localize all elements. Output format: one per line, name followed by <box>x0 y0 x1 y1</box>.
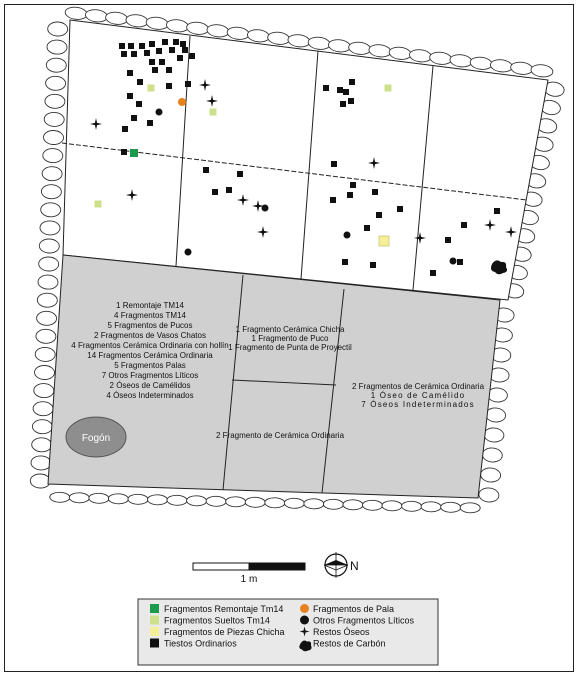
inventory-line: 2 Óseos de Camélidos <box>109 381 191 390</box>
tiesto-ordinario-marker <box>212 189 218 195</box>
inventory-line: 2 Fragmentos de Cerámica Ordinaria <box>351 382 485 391</box>
legend-symbol <box>150 616 159 625</box>
tiesto-ordinario-marker <box>189 53 195 59</box>
inventory-line: 1 Remontaje TM14 <box>116 301 184 310</box>
tiesto-ordinario-marker <box>137 79 143 85</box>
tiesto-ordinario-marker <box>149 41 155 47</box>
tiesto-ordinario-marker <box>364 225 370 231</box>
tiesto-ordinario-marker <box>136 101 142 107</box>
litico-marker <box>344 232 351 239</box>
tiesto-ordinario-marker <box>350 182 356 188</box>
legend-label: Otros Fragmentos Líticos <box>313 615 415 626</box>
tiesto-ordinario-marker <box>156 48 162 54</box>
tiesto-ordinario-marker <box>372 189 378 195</box>
litico-marker <box>185 249 192 256</box>
inventory-line: 1 Fragmento de Puco <box>251 334 329 343</box>
suelto-marker <box>385 85 392 92</box>
inventory-line: 4 Óseos Indeterminados <box>106 391 194 400</box>
suelto-marker <box>148 85 155 92</box>
legend-symbol <box>150 604 159 613</box>
tiesto-ordinario-marker <box>131 115 137 121</box>
inventory-line: 14 Fragmentos Cerámica Ordinaria <box>87 351 213 360</box>
inventory-line: 7 Otros Fragmentos Líticos <box>101 371 199 380</box>
tiesto-ordinario-marker <box>340 101 346 107</box>
inventory-line: 4 Fragmentos Cerámica Ordinaria con hollín <box>71 341 229 350</box>
legend-label: Fragmentos Remontaje Tm14 <box>164 604 284 614</box>
tiesto-ordinario-marker <box>127 93 133 99</box>
legend-symbol <box>150 627 159 636</box>
legend-label: Fragmentos de Pala <box>313 604 395 614</box>
scale-label: 1 m <box>240 574 258 585</box>
litico-marker <box>262 205 269 212</box>
tiesto-ordinario-marker <box>119 43 125 49</box>
tiesto-ordinario-marker <box>347 192 353 198</box>
pala-marker <box>178 98 186 106</box>
tiesto-ordinario-marker <box>397 206 403 212</box>
chicha-marker <box>379 236 389 246</box>
tiesto-ordinario-marker <box>131 51 137 57</box>
tiesto-ordinario-marker <box>127 70 133 76</box>
legend-label: Restos de Carbón <box>313 638 386 649</box>
litico-marker <box>450 258 457 265</box>
north-label: N <box>350 559 359 573</box>
inventory-line: 5 Fragmentos de Pucos <box>107 321 193 330</box>
tiesto-ordinario-marker <box>128 43 134 49</box>
legend-label: Fragmentos Sueltos Tm14 <box>164 615 270 626</box>
inventory-line: 4 Fragmentos TM14 <box>114 311 186 320</box>
legend-label: Fragmentos de Piezas Chicha <box>164 627 285 637</box>
tiesto-ordinario-marker <box>348 98 354 104</box>
tiesto-ordinario-marker <box>457 259 463 265</box>
tiesto-ordinario-marker <box>370 262 376 268</box>
legend-label: Tiestos Ordinarios <box>164 638 237 649</box>
tiesto-ordinario-marker <box>122 126 128 132</box>
tiesto-ordinario-marker <box>139 43 145 49</box>
tiesto-ordinario-marker <box>149 59 155 65</box>
inventory-line: 5 Fragmentos Palas <box>114 361 186 370</box>
tiesto-ordinario-marker <box>177 55 183 61</box>
suelto-marker <box>95 201 102 208</box>
litico-marker <box>156 109 163 116</box>
tiesto-ordinario-marker <box>330 197 336 203</box>
legend-symbol <box>300 616 309 625</box>
tiesto-ordinario-marker <box>166 67 172 73</box>
tiesto-ordinario-marker <box>152 67 158 73</box>
tiesto-ordinario-marker <box>461 222 467 228</box>
inventory-line: 2 Fragmento de Cerámica Ordinaria <box>215 431 345 440</box>
north-arrow <box>324 552 359 578</box>
tiesto-ordinario-marker <box>430 270 436 276</box>
zone-right-inventory <box>352 382 485 409</box>
tiesto-ordinario-marker <box>349 79 355 85</box>
hearth-label: Fogón <box>81 433 111 444</box>
tiesto-ordinario-marker <box>342 259 348 265</box>
tiesto-ordinario-marker <box>121 51 127 57</box>
tiesto-ordinario-marker <box>162 39 168 45</box>
tiesto-ordinario-marker <box>337 87 343 93</box>
tiesto-ordinario-marker <box>237 171 243 177</box>
tiesto-ordinario-marker <box>173 39 179 45</box>
tiesto-ordinario-marker <box>182 47 188 53</box>
zone-mid-bottom-inventory <box>216 431 345 440</box>
tiesto-ordinario-marker <box>331 161 337 167</box>
tiesto-ordinario-marker <box>169 47 175 53</box>
suelto-marker <box>210 109 217 116</box>
inventory-line: 7 Óseos Indeterminados <box>361 400 475 409</box>
legend <box>138 599 438 665</box>
tiesto-ordinario-marker <box>445 237 451 243</box>
inventory-line: 1 Fragmento de Punta de Proyectil <box>228 343 352 352</box>
legend-label: Restos Óseos <box>313 627 370 637</box>
tiesto-ordinario-marker <box>376 212 382 218</box>
tiesto-ordinario-marker <box>180 41 186 47</box>
tiesto-ordinario-marker <box>323 85 329 91</box>
tiesto-ordinario-marker <box>494 208 500 214</box>
inventory-line: 1 Fragmento Cerámica Chicha <box>235 325 345 334</box>
legend-symbol <box>150 639 159 648</box>
inventory-line: 1 Óseo de Camélido <box>370 391 466 400</box>
tiesto-ordinario-marker <box>343 89 349 95</box>
tiesto-ordinario-marker <box>185 81 191 87</box>
tiesto-ordinario-marker <box>144 50 150 56</box>
legend-symbol <box>300 604 309 613</box>
tiesto-ordinario-marker <box>159 59 165 65</box>
tiesto-ordinario-marker <box>203 167 209 173</box>
scale-bar <box>193 563 305 585</box>
tiesto-ordinario-marker <box>166 83 172 89</box>
remontaje-marker <box>130 149 138 157</box>
tiesto-ordinario-marker <box>147 120 153 126</box>
inventory-line: 2 Fragmentos de Vasos Chatos <box>94 331 206 340</box>
tiesto-ordinario-marker <box>226 187 232 193</box>
tiesto-ordinario-marker <box>121 149 127 155</box>
